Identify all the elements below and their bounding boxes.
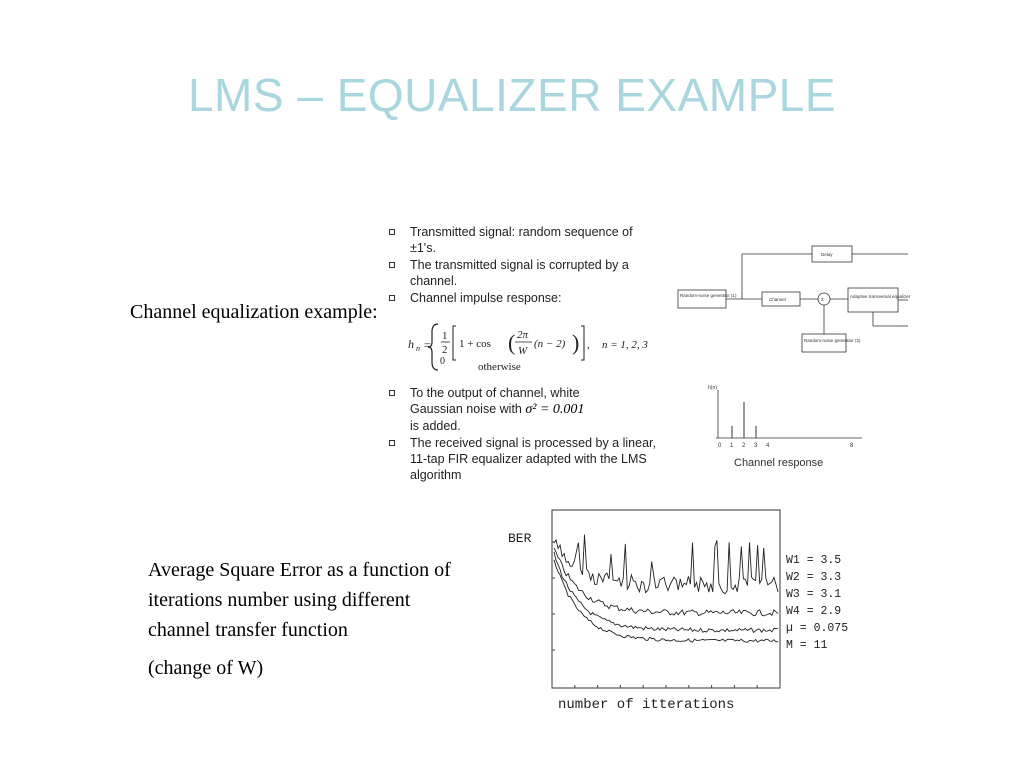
sum-node xyxy=(818,293,830,305)
channel-response-tick: 1 xyxy=(730,443,734,449)
channel-response-tick: 0 xyxy=(718,443,722,449)
random-gen-2-label: Random-noise generator (2) xyxy=(804,338,861,343)
formula-zero: 0 xyxy=(440,356,445,367)
svg-text:,: , xyxy=(587,339,590,351)
channel-response-caption: Channel response xyxy=(734,457,824,469)
ber-plot-frame xyxy=(552,510,780,688)
bullet-item xyxy=(380,257,660,289)
ase-description xyxy=(148,555,468,683)
bullet-text: To the output of channel, white xyxy=(410,386,580,400)
formula-one-plus-cos: 1 + cos xyxy=(459,338,491,350)
delay-label: Delay xyxy=(821,252,833,257)
channel-response-tick: 3 xyxy=(754,443,758,449)
sum-label: Σ xyxy=(821,297,824,302)
legend-w2: W2 = 3.3 xyxy=(786,571,842,584)
svg-text:(: ( xyxy=(508,330,516,355)
ber-chart xyxy=(502,502,874,720)
bullet-item xyxy=(380,435,670,483)
svg-text:): ) xyxy=(572,330,580,355)
bullet-text: Transmitted signal: random sequence of ±1's. xyxy=(410,225,633,255)
bullet-item xyxy=(380,290,660,306)
sigma-value: σ² = 0.001 xyxy=(525,402,585,417)
channel-response-plot xyxy=(702,380,872,472)
svg-text:=: = xyxy=(424,338,431,352)
bullet-item xyxy=(380,385,670,434)
legend-w1: W1 = 3.5 xyxy=(786,554,842,567)
svg-text:n: n xyxy=(416,344,420,353)
formula-2pi: 2π xyxy=(517,329,529,341)
random-gen-2-block xyxy=(802,334,846,352)
slide-title: LMS – EQUALIZER EXAMPLE xyxy=(187,69,837,121)
channel-response-tick: 8 xyxy=(850,443,854,449)
channel-response-tick: 2 xyxy=(742,443,746,449)
bullet-square-icon xyxy=(389,262,395,268)
formula-n-range: n = 1, 2, 3 xyxy=(602,339,648,351)
legend-m: M = 11 xyxy=(786,639,828,652)
svg-text:h(n): h(n) xyxy=(708,385,717,391)
channel-response-tick: 4 xyxy=(766,443,770,449)
bullet-text: The received signal is processed by a linear, 11-tap FIR equalizer adapted with the LMS algorithm xyxy=(410,436,656,482)
formula-h: h xyxy=(408,337,414,351)
adaptive-label: Adaptive transversal equalizer xyxy=(850,294,911,299)
block-diagram xyxy=(672,238,912,358)
bullet-square-icon xyxy=(389,295,395,301)
legend-w4: W4 = 2.9 xyxy=(786,605,842,618)
bullet-item xyxy=(380,224,660,256)
bullet-list-lower xyxy=(380,385,670,484)
bullet-text: Channel impulse response: xyxy=(410,291,562,305)
bullet-text: The transmitted signal is corrupted by a channel. xyxy=(410,258,629,288)
formula-w: W xyxy=(518,345,528,357)
formula-half-den: 2 xyxy=(442,344,448,356)
bullet-text: Gaussian noise with xyxy=(410,402,522,416)
adaptive-equalizer-block xyxy=(848,288,898,312)
legend-w3: W3 = 3.1 xyxy=(786,588,842,601)
ber-ylabel: BER xyxy=(508,531,532,546)
channel-label: Channel xyxy=(769,297,786,302)
random-gen-1-label: Random-noise generator (1) xyxy=(680,293,737,298)
bullet-list-upper xyxy=(380,224,660,307)
bullet-square-icon xyxy=(389,390,395,396)
legend-mu: µ = 0.075 xyxy=(786,622,849,635)
change-of-w-text: (change of W) xyxy=(148,657,264,679)
formula-half-num: 1 xyxy=(442,330,448,342)
impulse-response-formula xyxy=(380,318,665,376)
bullet-square-icon xyxy=(389,229,395,235)
bullet-text: is added. xyxy=(410,419,461,433)
bullet-square-icon xyxy=(389,440,395,446)
ase-text: Average Square Error as a function of iterations number using different channel transfer function xyxy=(148,559,451,641)
ber-xlabel: number of itterations xyxy=(558,697,735,713)
channel-equalization-text: Channel equalization example: xyxy=(130,301,378,323)
formula-n-minus-2: (n − 2) xyxy=(534,338,566,350)
formula-otherwise: otherwise xyxy=(478,361,521,373)
